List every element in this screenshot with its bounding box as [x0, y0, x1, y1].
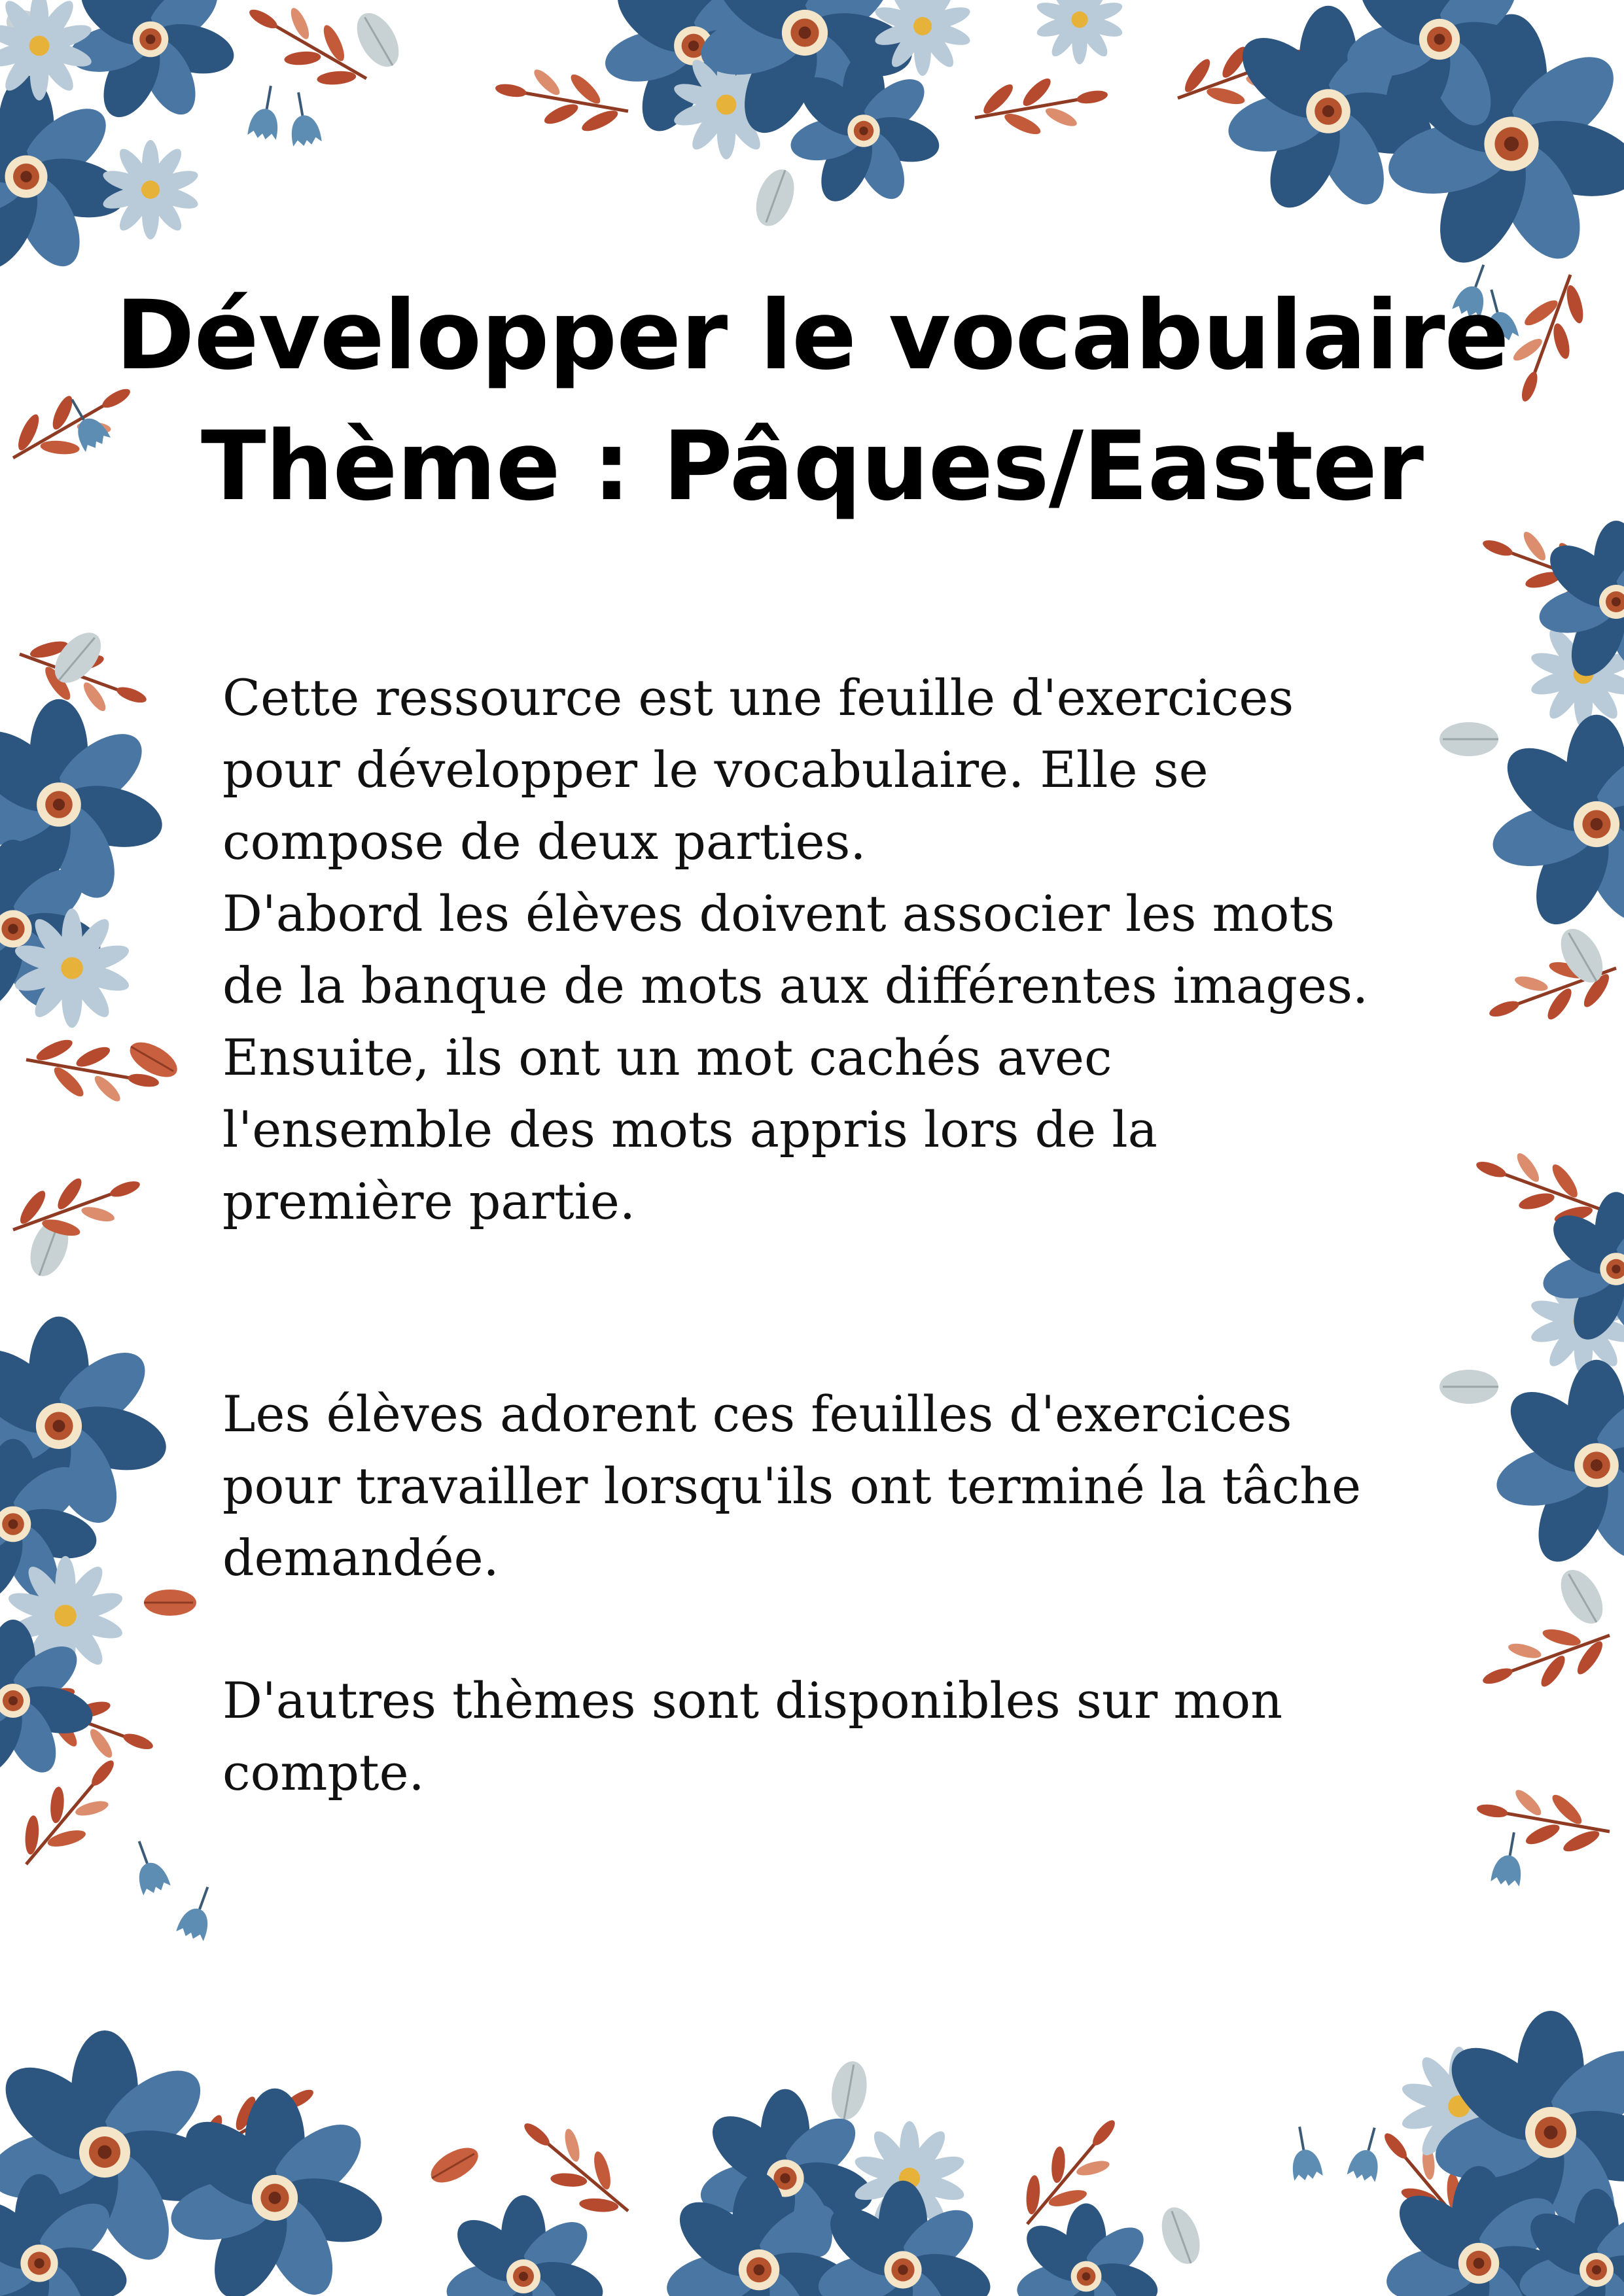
- title-line-1: Développer le vocabulaire: [115, 280, 1509, 391]
- paragraph-line: D'autres thèmes sont disponibles sur mon: [222, 1671, 1283, 1730]
- left-border-flowers: [0, 364, 196, 1783]
- paragraph-line: pour travailler lorsqu'ils ont terminé la tâche: [222, 1457, 1362, 1515]
- right-border-flowers: [1439, 513, 1624, 1888]
- paragraph-line: D'abord les élèves doivent associer les mots: [222, 884, 1335, 943]
- paragraph-description: [222, 662, 1466, 1238]
- paragraph-students: [222, 1378, 1466, 1594]
- paragraph-line: première partie.: [222, 1172, 636, 1230]
- paragraph-line: de la banque de mots aux différentes images.: [222, 956, 1369, 1015]
- paragraph-other-themes: [222, 1665, 1466, 1809]
- paragraph-line: Cette ressource est une feuille d'exercices: [222, 669, 1294, 727]
- title-line-2: Thème : Pâques/Easter: [200, 411, 1424, 522]
- paragraph-line: l'ensemble des mots appris lors de la: [222, 1100, 1157, 1158]
- bottom-border-flowers: [0, 1741, 1624, 2296]
- paragraph-line: compose de deux parties.: [222, 812, 866, 871]
- paragraph-line: demandée.: [222, 1529, 499, 1587]
- paragraph-line: compte.: [222, 1743, 425, 1801]
- paragraph-line: Les élèves adorent ces feuilles d'exercices: [222, 1385, 1292, 1443]
- paragraph-line: pour développer le vocabulaire. Elle se: [222, 740, 1209, 799]
- paragraph-line: Ensuite, ils ont un mot cachés avec: [222, 1028, 1112, 1087]
